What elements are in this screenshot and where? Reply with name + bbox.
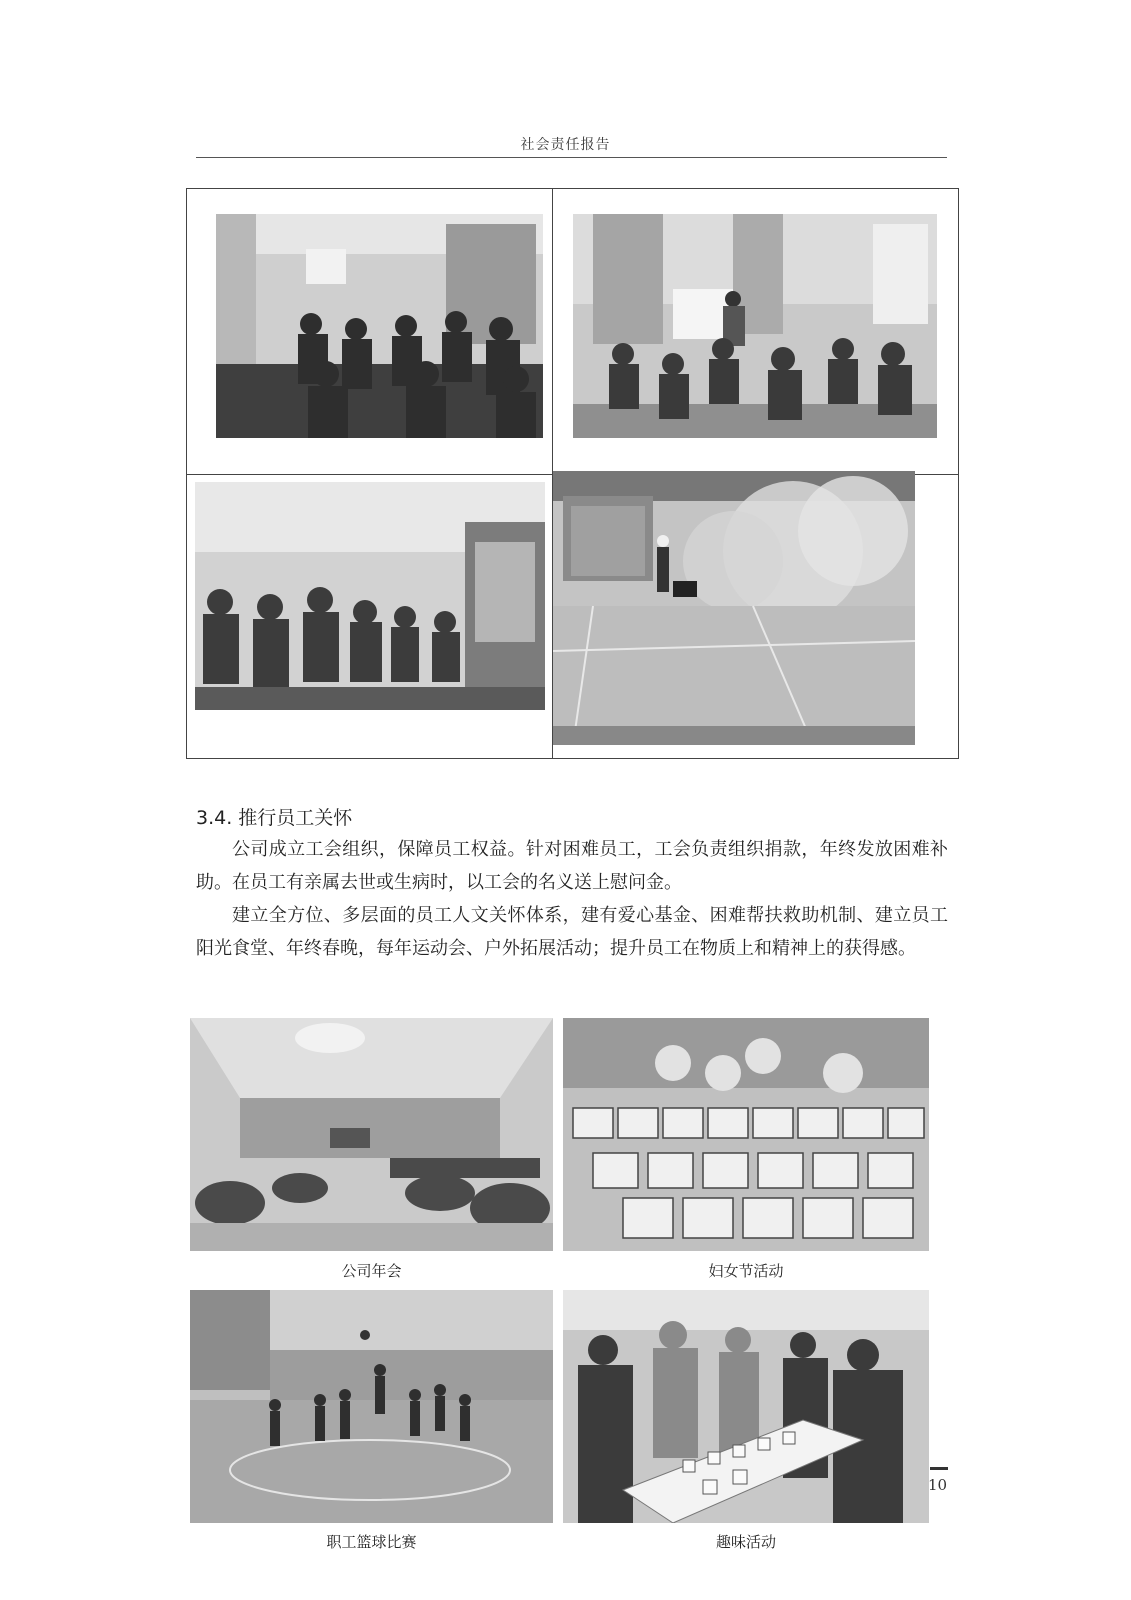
womens-day-photo bbox=[563, 1018, 929, 1251]
seminar-photo bbox=[195, 482, 545, 710]
gallery-caption-womens-day: 妇女节活动 bbox=[708, 1262, 784, 1280]
header-rule bbox=[196, 157, 947, 158]
photo-grid-table bbox=[186, 188, 959, 759]
gallery-caption-fun-activity: 趣味活动 bbox=[715, 1533, 776, 1551]
fun-activity-photo bbox=[563, 1290, 929, 1523]
annual-party-photo bbox=[190, 1018, 553, 1251]
fire-drill-photo bbox=[553, 471, 915, 745]
page-header-title: 社会责任报告 bbox=[520, 137, 611, 153]
section-heading: 3.4. 推行员工关怀 bbox=[196, 807, 353, 829]
lecture-meeting-photo bbox=[573, 214, 937, 438]
gallery-caption-annual-party: 公司年会 bbox=[341, 1262, 402, 1280]
training-classroom-photo bbox=[216, 214, 543, 438]
paragraph-care-system: 建立全方位、多层面的员工人文关怀体系，建有爱心基金、困难帮扶救助机制、建立员工阳光食堂、年终春晚，每年运动会、户外拓展活动；提升员工在物质上和精神上的获得感。 bbox=[196, 905, 948, 959]
basketball-game-photo bbox=[190, 1290, 553, 1523]
paragraph-union: 公司成立工会组织，保障员工权益。针对困难员工，工会负责组织捐款，年终发放困难补助。在员工有亲属去世或生病时，以工会的名义送上慰问金。 bbox=[196, 839, 948, 893]
page-number: 10 bbox=[928, 1476, 948, 1494]
page-number-marker bbox=[930, 1467, 948, 1470]
gallery-caption-basketball: 职工篮球比赛 bbox=[326, 1533, 417, 1551]
